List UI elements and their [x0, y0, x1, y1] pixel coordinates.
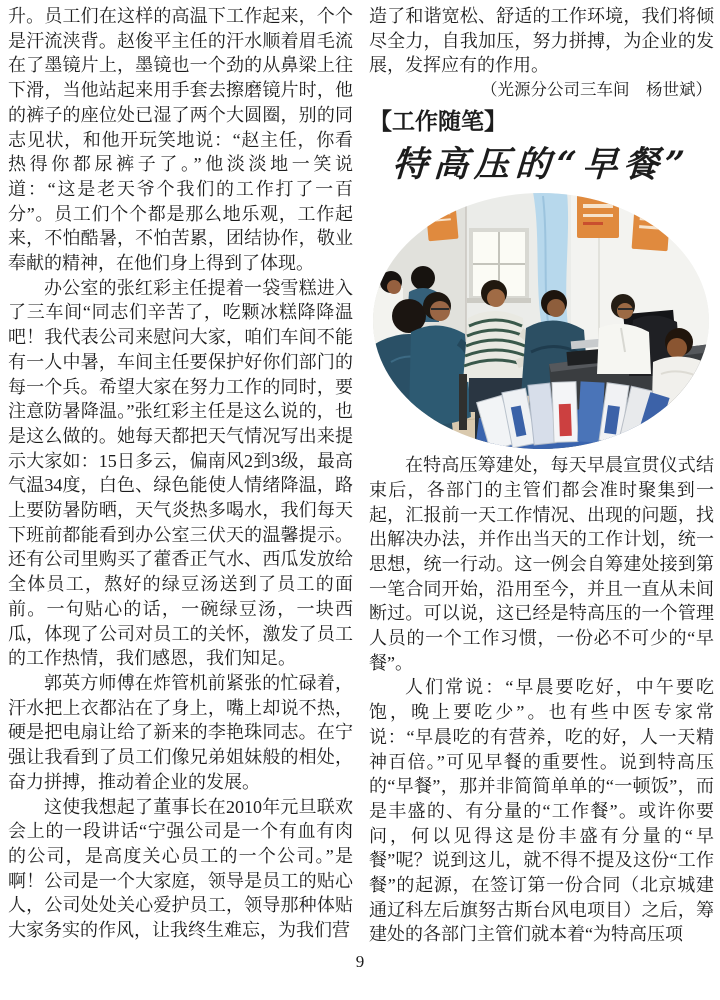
body-paragraph: 升。员工们在这样的高温下工作起来，个个是汗流浃背。赵俊平主任的汗水顺着眉毛流在了墨镜片上，墨镜也一个劲的从鼻梁上往下滑，当他站起来用手套去擦磨镜片时，他的裤子的座位处已湿了两个大圆圈，别的同志见状，和他开玩笑地说：“赵主任，你看热得你都尿裤子了。”他淡淡地一笑说道：“这是老天爷个我们的工作打了一百分”。员工们个个都是那么地乐观，工作起来，不怕酷暑，不怕苦累，团结协作，敬业奉献的精神，在他们身上得到了体现。	[8, 6, 353, 274]
right-column	[369, 4, 714, 947]
author-byline: （光源分公司三车间 杨世斌）	[481, 81, 712, 100]
office-meeting-photo	[371, 192, 711, 450]
left-column	[8, 4, 353, 947]
body-paragraph: 郭英方师傅在炸管机前紧张的忙碌着，汗水把上衣都沾在了身上，嘴上却说不热，硬是把电扇让给了新来的李艳珠同志。在宁强让我看到了员工们像兄弟姐妹般的相处，奋力拼搏，推动着企业的发展。	[8, 672, 353, 792]
office-meeting-photo-graphic	[371, 192, 711, 450]
section-heading: 【工作随笔】	[369, 108, 507, 135]
body-paragraph: 这使我想起了董事长在2010年元旦联欢会上的一段讲话“宁强公司是一个有血有肉的公司，是高度关心员工的一个公司。”是啊！公司是一个大家庭，领导是员工的贴心人，公司处处关心爱护员工，领导那种体贴大家务实的作风，让我终生难忘，为我们营	[8, 796, 353, 941]
body-paragraph: 人们常说：“早晨要吃好，中午要吃饱，晚上要吃少”。也有些中医专家常说：“早晨吃的有营养，吃的好，人一天精神百倍。”可见早餐的重要性。说到特高压的“早餐”，那并非简简单单的“一顿饭”，而是丰盛的、有分量的“工作餐”。或许你要问，何以见得这是份丰盛有分量的“早餐”呢？说到这儿，就不得不提及这份“工作餐”的起源，在签订第一份合同（北京城建通辽科左后旗努古斯台风电项目）之后，筹建处的各部门主管们就本着“为特高压项	[369, 677, 714, 945]
body-paragraph: 造了和谐宽松、舒适的工作环境，我们将倾尽全力，自我加压，努力拼搏，为企业的发展，发挥应有的作用。	[369, 6, 714, 76]
article-title: 特高压的“早餐”	[391, 144, 692, 186]
body-paragraph: 在特高压筹建处，每天早晨宣贯仪式结束后，各部门的主管们都会准时聚集到一起，汇报前一天工作情况、出现的问题，找出解决办法，并作出当天的工作计划，统一思想，统一行动。这一例会自筹建处接到第一笔合同开始，沿用至今，并且一直从未间断过。可以说，这已经是特高压的一个管理人员的一个工作习惯，一份必不可少的“早餐”。	[369, 455, 714, 673]
body-paragraph: 办公室的张红彩主任提着一袋雪糕进入了三车间“同志们辛苦了，吃颗冰糕降降温吧！我代表公司来慰问大家，咱们车间不能有一人中暑，车间主任要保护好你们部门的每一个兵。希望大家在努力工作的同时，要注意防暑降温。”张红彩主任是这么说的，也是这么做的。她每天都把天气情况写出来提示大家如：15日多云，偏南风2到3级，最高气温34度，白色、绿色能使人情绪降温，路上要防暑防晒，天气炎热多喝水，我们每天下班前都能看到办公室三伏天的温馨提示。还有公司里购买了藿香正气水、西瓜发放给全体员工，熬好的绿豆汤送到了员工的面前。一句贴心的话，一碗绿豆汤，一块西瓜，体现了公司对员工的关怀，激发了员工的工作热情，我们感恩，我们知足。	[8, 277, 353, 669]
page-number: 9	[355, 952, 365, 971]
